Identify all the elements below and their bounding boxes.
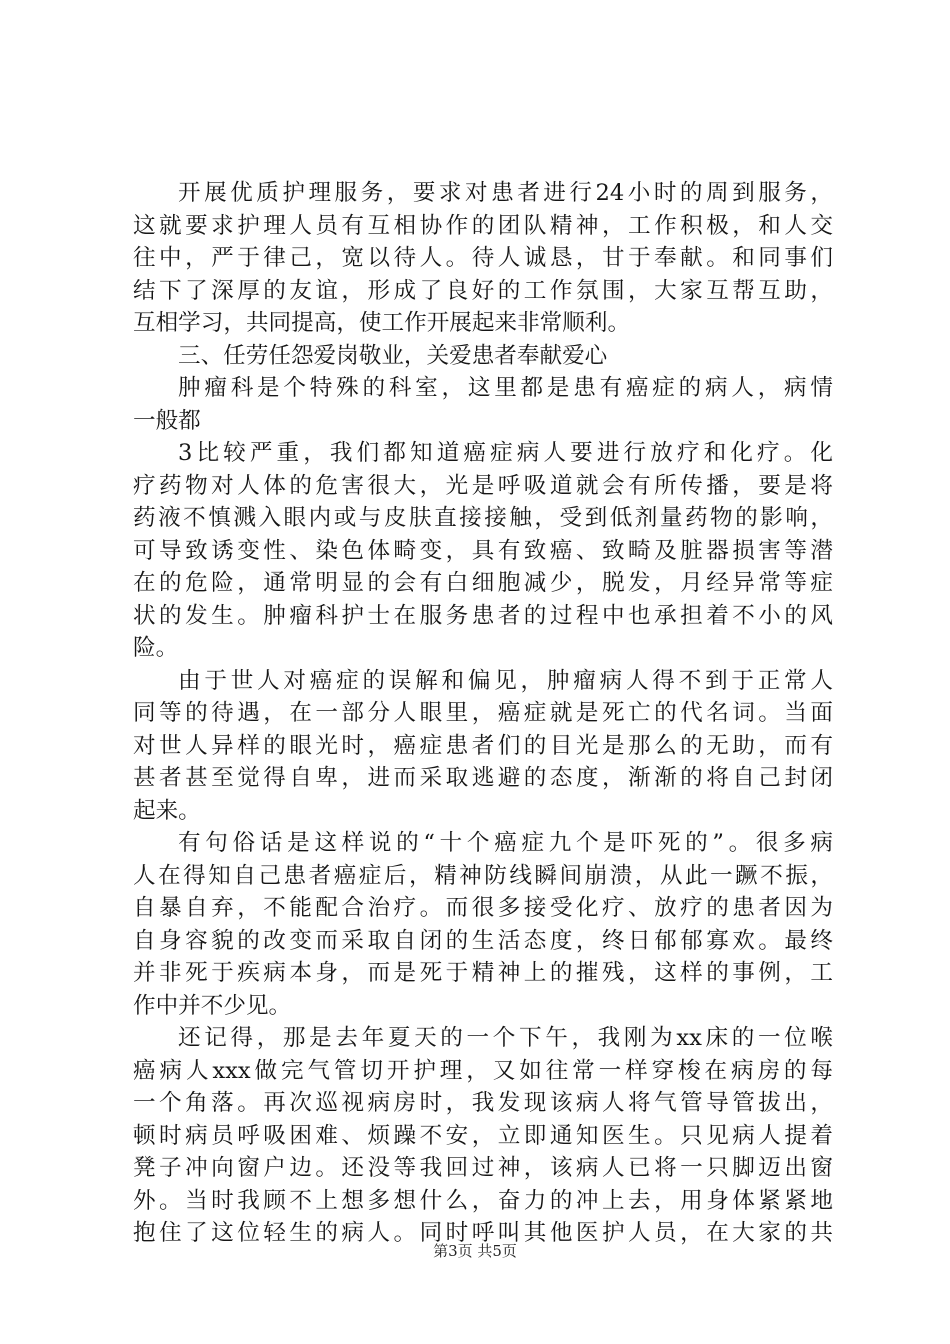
- text-line: 可导致诱变性、染色体畸变，具有致癌、致畸及脏器损害等潜: [133, 537, 833, 564]
- text-line: 外。当时我顾不上想多想什么，奋力的冲上去，用身体紧紧地: [133, 1187, 833, 1214]
- text-line: 同等的待遇，在一部分人眼里，癌症就是死亡的代名词。当面: [133, 700, 833, 726]
- text-line: 状的发生。肿瘤科护士在服务患者的过程中也承担着不小的风: [133, 602, 833, 629]
- text-line: 这就要求护理人员有互相协作的团队精神，工作积极，和人交: [133, 212, 833, 239]
- text-line: 有句俗话是这样说的“十个癌症九个是吓死的”。很多病: [178, 830, 833, 856]
- text-line: 还记得，那是去年夏天的一个下午，我刚为xx床的一位喉: [178, 1025, 833, 1051]
- document-body: [133, 177, 833, 1250]
- text-line: 3比较严重，我们都知道癌症病人要进行放疗和化疗。化: [178, 440, 833, 466]
- text-line: 作中并不少见。: [133, 992, 292, 1019]
- text-line: 在的危险，通常明显的会有白细胞减少，脱发，月经异常等症: [133, 570, 833, 596]
- text-line: 结下了深厚的友谊，形成了良好的工作氛围，大家互帮互助，: [133, 277, 833, 304]
- text-line: 人在得知自己患者癌症后，精神防线瞬间崩溃，从此一蹶不振，: [133, 862, 833, 889]
- text-line: 自暴自弃，不能配合治疗。而很多接受化疗、放疗的患者因为: [133, 895, 833, 921]
- text-line: 顿时病员呼吸困难、烦躁不安，立即通知医生。只见病人提着: [133, 1122, 833, 1149]
- text-line: 并非死于疾病本身，而是死于精神上的摧残，这样的事例，工: [133, 960, 833, 986]
- text-line: 对世人异样的眼光时，癌症患者们的目光是那么的无助，而有: [133, 732, 833, 759]
- text-line: 开展优质护理服务，要求对患者进行24小时的周到服务，: [178, 180, 833, 206]
- text-line: 抱住了这位轻生的病人。同时呼叫其他医护人员，在大家的共: [133, 1220, 833, 1246]
- text-line: 一个角落。再次巡视病房时，我发现该病人将气管导管拔出，: [133, 1090, 833, 1116]
- text-line: 癌病人xxx做完气管切开护理，又如往常一样穿梭在病房的每: [133, 1057, 833, 1084]
- section-heading: 三、任劳任怨爱岗敬业，关爱患者奉献爱心: [178, 342, 608, 369]
- text-line: 药液不慎溅入眼内或与皮肤直接接触，受到低剂量药物的影响，: [133, 505, 833, 531]
- text-line: 凳子冲向窗户边。还没等我回过神，该病人已将一只脚迈出窗: [133, 1155, 833, 1181]
- text-line: 肿瘤科是个特殊的科室，这里都是患有癌症的病人，病情: [178, 375, 833, 401]
- text-line: 往中，严于律己，宽以待人。待人诚恳，甘于奉献。和同事们: [133, 245, 833, 271]
- text-line: 自身容貌的改变而采取自闭的生活态度，终日郁郁寡欢。最终: [133, 927, 833, 954]
- text-line: 由于世人对癌症的误解和偏见，肿瘤病人得不到于正常人: [178, 667, 833, 694]
- text-line: 起来。: [133, 797, 201, 824]
- text-line: 甚者甚至觉得自卑，进而采取逃避的态度，渐渐的将自己封闭: [133, 765, 833, 791]
- text-line: 疗药物对人体的危害很大，光是呼吸道就会有所传播，要是将: [133, 472, 833, 499]
- text-line: 险。: [133, 635, 179, 661]
- text-line: 互相学习，共同提高，使工作开展起来非常顺利。: [133, 310, 631, 336]
- page-number-footer: 第3页 共5页: [433, 1242, 517, 1260]
- text-line: 一般都: [133, 407, 201, 434]
